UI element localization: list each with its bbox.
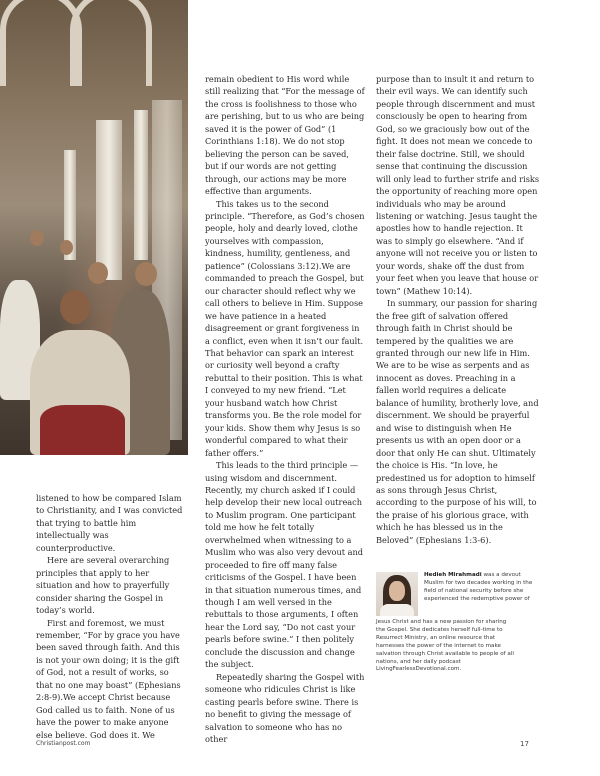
author-name: Hedieh Mirahmadi (424, 572, 482, 578)
author-bio-intro (424, 572, 540, 604)
article-column-right (376, 73, 540, 546)
article-photo-crowd-in-mosque (0, 0, 188, 455)
article-column-left (36, 492, 186, 741)
author-avatar (376, 572, 418, 616)
paragraph: listened to how be compared Islam to Christianity, and I was convicted that trying to battle him intellectually was counterproductive. (36, 493, 183, 553)
paragraph: This takes us to the second principle. “Therefore, as God’s chosen people, holy and dearly loved, clothe yourselves with compassion, kindness, humility, gentleness, and patience” (Colossians 3:12).We are commanded to preach the Gospel, but our character should reflect why we call others to believe in Him. Suppose we have patience in a heated disagreement or grant forgiveness in a conflict, even when it isn’t our fault. That behavior can spark an interest or curiosity well beyond a crafty rebuttal to their position. This is what I conveyed to my new friend. “Let your husband watch how Christ transforms you. Be the role model for your kids. Show them why Jesus is so wonderful compared to what their father offers.” (205, 198, 365, 458)
paragraph: This leads to the third principle — using wisdom and discernment. Recently, my church asked if I could help develop their new local outreach to Muslim program. One participant told me how he felt totally overwhelmed when witnessing to a Muslim who was also very devout and proceeded to fire off many false criticisms of the Gospel. I have been in that situation numerous times, and though I am well versed in the rebuttals to those arguments, I often hear the Lord say, “Do not cast your pearls before swine.” I then politely conclude the discussion and change the subject. (205, 460, 364, 670)
article-column-middle (205, 73, 365, 745)
footer-site-name: Christianpost.com (36, 740, 91, 747)
paragraph: Here are several overarching principles that apply to her situation and how to prayerfully consider sharing the Gospel in today’s world. (36, 555, 170, 616)
paragraph: Repeatedly sharing the Gospel with someone who ridicules Christ is like casting pearls before swine. There is no benefit to giving the message of salvation to someone who has no other (205, 671, 365, 745)
paragraph: First and foremost, we must remember, “For by grace you have been saved through faith. And this is not your own doing; it is the gift of God, not a result of works, so that no one may boast” (Ephesians 2:8-9).We accept Christ because God called us to faith. None of us have the power to make anyone else believe. God does it. We (36, 617, 181, 740)
author-bio-text: was a devout Muslim for two decades working in the field of national security before she experienced the redemptive power of (424, 572, 533, 602)
author-bio-continued: Jesus Christ and has a new passion for sharing the Gospel. She dedicates herself full-time to Resurrect Ministry, an online resource that harnesses the power of the internet to make salvation through Christ available to people of all nations, and her daily podcast LivingFearlessDevotional.com. (376, 619, 514, 673)
paragraph: In summary, our passion for sharing the free gift of salvation offered through faith in Christ should be tempered by the qualities we are granted through our new life in Him. We are to be wise as serpents and as innocent as doves. Preaching in a fallen world requires a delicate balance of humility, brotherly love, and discernment. We should be prayerful and wise to distinguish when He presents us with an open door or a door that only He can shut. Ultimately the choice is His. “In love, he predestined us for adoption to himself as sons through Jesus Christ, according to the purpose of his will, to the praise of his glorious grace, with which he has blessed us in the Beloved” (Ephesians 1:3-6). (376, 298, 539, 545)
paragraph: remain obedient to His word while still realizing that “For the message of the cross is foolishness to those who are perishing, but to us who are being saved it is the power of God” (1 Corinthians 1:18). We do not stop believing the person can be saved, but if our words are not getting through, our actions may be more effective than arguments. (205, 74, 365, 197)
paragraph: purpose than to insult it and return to their evil ways. We can identify such people through discernment and must consciously be open to hearing from God, so we graciously bow out of the fight. It does not mean we concede to their false doctrine. Still, we should sense that continuing the discussion will only lead to further strife and risks the opportunity of reaching more open individuals who may be around listening or watching. Jesus taught the apostles how to handle rejection. It was to simply go elsewhere. “And if anyone will not receive you or listen to your words, shake off the dust from your feet when you leave that house or town” (Mathew 10:14). (376, 74, 540, 296)
page-number: 17 (520, 740, 529, 748)
